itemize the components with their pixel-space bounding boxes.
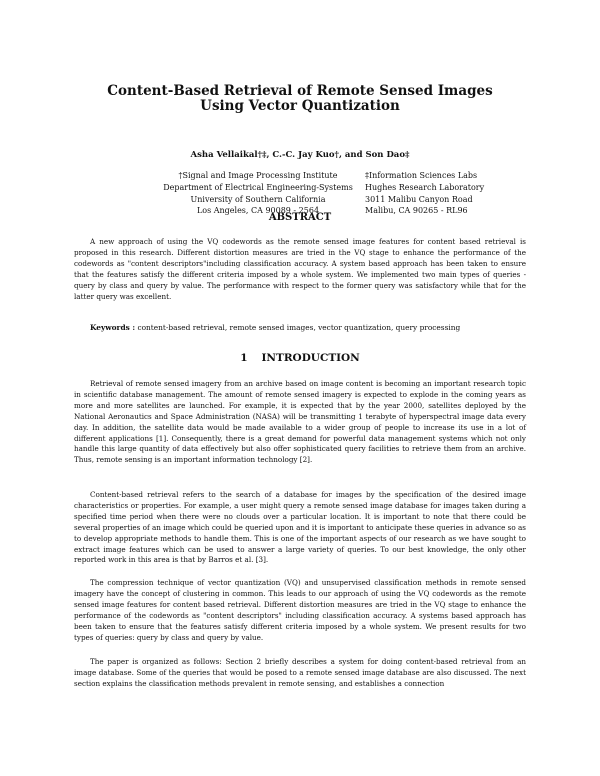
- paper-title-line-2: Using Vector Quantization: [200, 98, 400, 114]
- affiliation-right-line: Malibu, CA 90265 - RL96: [365, 206, 468, 216]
- section-number: 1: [240, 352, 248, 364]
- affiliation-right-line: ‡Information Sciences Labs: [365, 171, 478, 180]
- affiliation-left-line: †Signal and Image Processing Institute: [178, 171, 338, 180]
- affiliation-right-line: Hughes Research Laboratory: [365, 182, 485, 192]
- affiliation-left-line: University of Southern California: [190, 194, 326, 204]
- affiliation-left-line: Department of Electrical Engineering-Systems: [163, 182, 353, 192]
- body-paragraph: Retrieval of remote sensed imagery from an archive based on image content is becoming an important research topic in scientific database management. The amount of remote sensed imagery is expected to explode in the coming years as more and more satellites are launched. For example, it is expected that by the year 2000, satellites deployed by the National Aeronautics and Space Administration (NASA) will be transmitting 1 terabyte of hyperspectral image data every day. In addition, the satellite data would be made available to a wider group of people to increase its use in a lot of different applications [1]. Consequently, there is a great demand for powerful data management systems which not only handle this large quantity of data effectively but also offer sophisticated query facilities to retrieve them from an archive. Thus, remote sensing is an important information technology [2].: [74, 379, 526, 465]
- section-heading-introduction: [0, 352, 600, 364]
- affiliation-left: [158, 170, 358, 217]
- paper-title-line-1: Content-Based Retrieval of Remote Sensed Images: [107, 83, 493, 99]
- abstract-heading: ABSTRACT: [268, 212, 332, 223]
- keywords-line: [90, 323, 520, 332]
- affiliation-left-line: Los Angeles, CA 90089 - 2564: [196, 206, 320, 216]
- body-paragraph: The paper is organized as follows: Section 2 briefly describes a system for doing content-based retrieval from an image database. Some of the queries that would be posed to a remote sensed image database are also discussed. The next section explains the classification methods prevalent in remote sensing, and establishes a connection: [74, 657, 526, 688]
- affiliation-right: [365, 170, 535, 217]
- keywords-label: Keywords :: [90, 323, 136, 332]
- affiliation-right-line: 3011 Malibu Canyon Road: [365, 194, 473, 204]
- author-list: Asha Vellaikal†‡, C.-C. Jay Kuo†, and Son Dao‡: [190, 150, 410, 160]
- body-paragraph: The compression technique of vector quantization (VQ) and unsupervised classification methods in remote sensed imagery have the concept of clustering in common. This leads to our approach of using the VQ codewords as the remote sensed image features for content based retrieval. Different distortion measures are tried in the VQ stage to enhance the performance of the codewords as "content descriptors" including classification accuracy. A systems based approach has been taken to ensure that the features satisfy different criteria imposed by a whole system. We present results for two types of queries: query by class and query by value.: [74, 578, 526, 642]
- abstract-text: A new approach of using the VQ codewords as the remote sensed image features for content based retrieval is proposed in this research. Different distortion measures are tried in the VQ stage to enhance the performance of the codewords as "content descriptors"including classification accuracy. A system based approach has been taken to ensure that the features satisfy the different criteria imposed by a whole system. We implemented two main types of queries - query by class and query by value. The performance with respect to the former query was satisfactory while that for the latter query was excellent.: [74, 237, 526, 301]
- body-paragraph: Content-based retrieval refers to the search of a database for images by the specification of the desired image characteristics or properties. For example, a user might query a remote sensed image database for images taken during a specified time period when there were no clouds over a particular location. It is important to note that there could be several properties of an image which could be queried upon and it is important to anticipate these queries in advance so as to develop appropriate methods to handle them. This is one of the important aspects of our research as we have sought to extract image features which can be used to answer a large variety of queries. To our best knowledge, the only other reported work in this area is that by Barros et al. [3].: [74, 490, 526, 565]
- section-title: INTRODUCTION: [261, 352, 360, 364]
- keywords-text: content-based retrieval, remote sensed images, vector quantization, query processing: [137, 323, 461, 332]
